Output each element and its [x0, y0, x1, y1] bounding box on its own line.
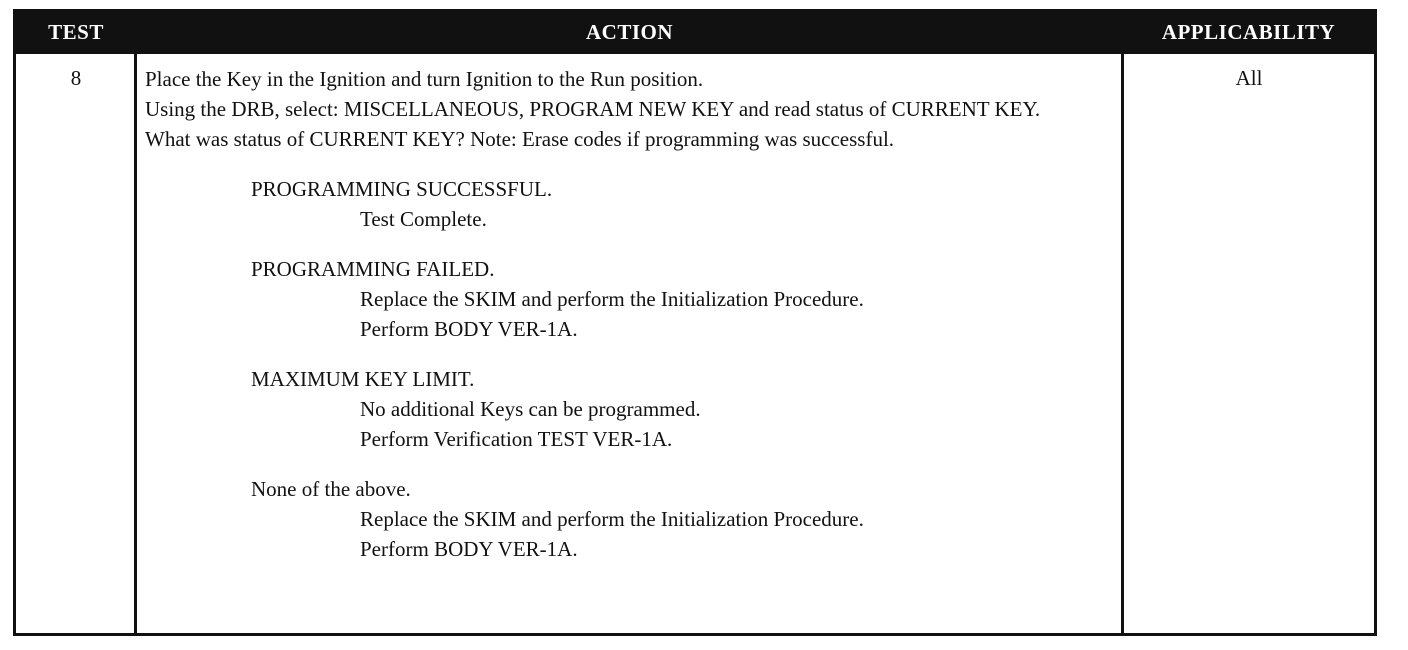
outcome-step: Perform Verification TEST VER-1A. [360, 427, 673, 451]
outcome-step: Replace the SKIM and perform the Initialization Procedure. [360, 507, 864, 531]
outcome-step: Perform BODY VER-1A. [360, 537, 578, 561]
diagnostic-test-table [13, 9, 1377, 636]
instruction-line: Place the Key in the Ignition and turn Ignition to the Run position. [145, 67, 704, 91]
outcome-title: None of the above. [251, 477, 411, 501]
outcome-step: No additional Keys can be programmed. [360, 397, 701, 421]
outcome-title: MAXIMUM KEY LIMIT. [251, 367, 475, 391]
outcome-step: Test Complete. [360, 207, 487, 231]
outcome-title: PROGRAMMING FAILED. [251, 257, 495, 281]
test-number-cell: 8 [70, 66, 82, 90]
outcome-step: Perform BODY VER-1A. [360, 317, 578, 341]
applicability-cell: All [1235, 66, 1263, 90]
outcome-item [251, 364, 1115, 454]
outcome-item [251, 474, 1115, 564]
column-divider-test-action [134, 52, 137, 633]
outcome-list [145, 174, 1115, 564]
outcome-item [251, 254, 1115, 344]
outcome-item [251, 174, 1115, 234]
outcome-title: PROGRAMMING SUCCESSFUL. [251, 177, 553, 201]
instruction-line: What was status of CURRENT KEY? Note: Erase codes if programming was successful. [145, 127, 895, 151]
header-applicability: APPLICABILITY [1161, 20, 1336, 44]
action-instructions [145, 64, 1115, 154]
action-cell [145, 64, 1115, 564]
header-action: ACTION [585, 20, 673, 44]
table-header-row [16, 12, 1374, 54]
column-divider-action-applicability [1121, 52, 1124, 633]
outcome-step: Replace the SKIM and perform the Initialization Procedure. [360, 287, 864, 311]
header-test: TEST [48, 20, 104, 44]
instruction-line: Using the DRB, select: MISCELLANEOUS, PROGRAM NEW KEY and read status of CURRENT KEY. [145, 97, 1041, 121]
